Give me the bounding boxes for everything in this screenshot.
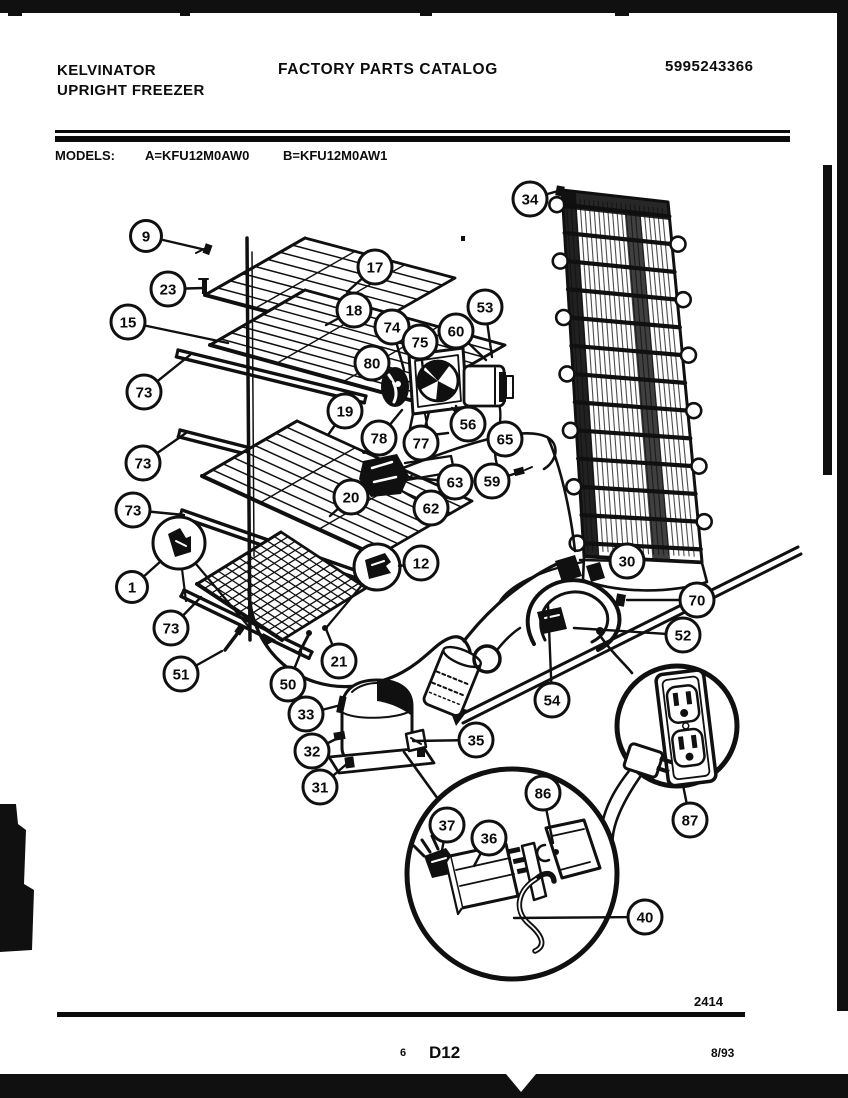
motor-shaft-boss [506, 376, 513, 398]
coil-return-bend [681, 348, 696, 363]
scan-edge-bottom [0, 1074, 848, 1098]
callout-leader-40 [514, 917, 645, 918]
callout-number-73: 73 [134, 455, 152, 473]
rail-end [176, 350, 178, 357]
callout-number-21: 21 [330, 653, 348, 671]
rail-end [181, 590, 184, 596]
callout-number-34: 34 [521, 191, 539, 209]
model-b: B=KFU12M0AW1 [283, 148, 388, 163]
callout-number-36: 36 [480, 830, 498, 848]
document-number: 5995243366 [665, 58, 754, 75]
callout-number-87: 87 [681, 812, 699, 830]
mounting-screw [615, 593, 626, 606]
callout-number-30: 30 [618, 553, 636, 571]
callout-number-52: 52 [674, 627, 692, 645]
page-code: 2414 [694, 994, 723, 1009]
scan-speck [615, 13, 629, 16]
evaporator-fitting [555, 555, 582, 582]
coil-return-bend [560, 366, 575, 381]
callout-number-80: 80 [363, 355, 381, 373]
outlet-detail [601, 666, 737, 860]
callout-number-56: 56 [459, 416, 477, 434]
scan-speck [8, 13, 22, 16]
callout-number-15: 15 [119, 314, 137, 332]
coil-return-bend [556, 310, 571, 325]
scan-edge-top [0, 0, 848, 13]
section-code: D12 [429, 1043, 461, 1062]
callout-number-86: 86 [534, 785, 552, 803]
footer-rule [57, 1012, 745, 1017]
callout-number-17: 17 [366, 259, 384, 277]
callout-number-12: 12 [412, 555, 430, 573]
coil-return-bend [570, 536, 585, 551]
scan-edge-right [837, 13, 848, 1011]
cover-hole [553, 849, 559, 855]
coil-return-bend [566, 479, 581, 494]
scan-speck [362, 450, 366, 454]
motor-end-cap [499, 372, 506, 402]
coil-return-bend [553, 254, 568, 269]
scan-speck [180, 13, 190, 16]
coil-return-bend [670, 237, 685, 252]
callout-number-60: 60 [447, 323, 465, 341]
screw-tip [525, 467, 532, 470]
brand-product-line: UPRIGHT FREEZER [57, 82, 205, 99]
callout-number-1: 1 [127, 579, 137, 597]
rail-end [364, 396, 366, 403]
coil-return-bend [563, 423, 578, 438]
callout-number-59: 59 [483, 473, 501, 491]
callout-number-54: 54 [543, 692, 561, 710]
callout-number-75: 75 [411, 334, 429, 352]
callout-number-19: 19 [336, 403, 354, 421]
callout-number-63: 63 [446, 474, 464, 492]
model-a: A=KFU12M0AW0 [145, 148, 250, 163]
callout-number-53: 53 [476, 299, 494, 317]
callout-number-31: 31 [311, 779, 329, 797]
callout-number-18: 18 [345, 302, 363, 320]
coil-return-bend [549, 197, 564, 212]
page-title: FACTORY PARTS CATALOG [278, 61, 498, 78]
scan-speck [420, 13, 432, 16]
callout-number-32: 32 [303, 743, 321, 761]
callout-number-70: 70 [688, 592, 706, 610]
callout-number-50: 50 [279, 676, 297, 694]
models-label: MODELS: [55, 148, 115, 163]
plate-screw [682, 723, 689, 730]
callout-number-51: 51 [172, 666, 190, 684]
relay-detail [404, 752, 617, 979]
callout-number-35: 35 [467, 732, 485, 750]
callout-number-74: 74 [383, 319, 401, 337]
coil-return-bend [697, 514, 712, 529]
callout-number-33: 33 [297, 706, 315, 724]
rail-end [178, 430, 180, 437]
tube-stub [497, 628, 520, 650]
scan-blob-left [0, 804, 34, 952]
fan-hub [395, 381, 401, 387]
scan-speck [461, 236, 465, 241]
callout-number-77: 77 [412, 435, 430, 453]
stub-head [306, 630, 312, 636]
brand-name: KELVINATOR [57, 62, 157, 79]
callout-number-23: 23 [159, 281, 177, 299]
callout-number-73: 73 [162, 620, 180, 638]
coil-return-bend [676, 292, 691, 307]
callout-number-73: 73 [135, 384, 153, 402]
callout-number-73: 73 [124, 502, 142, 520]
page-number: 6 [400, 1047, 407, 1059]
fan-motor [464, 366, 504, 406]
compressor [329, 680, 434, 773]
dryer-filter [422, 628, 520, 717]
scan-streak-right [823, 165, 832, 475]
callout-number-62: 62 [422, 500, 440, 518]
coil-return-bend [691, 459, 706, 474]
callout-number-65: 65 [496, 431, 514, 449]
callout-number-78: 78 [370, 430, 388, 448]
callout-number-40: 40 [636, 909, 654, 927]
publication-date: 8/93 [711, 1046, 735, 1060]
callout-number-37: 37 [438, 817, 456, 835]
rail-end [309, 652, 312, 658]
callout-number-20: 20 [342, 489, 360, 507]
callout-number-9: 9 [141, 228, 151, 246]
coil-return-bend [686, 403, 701, 418]
